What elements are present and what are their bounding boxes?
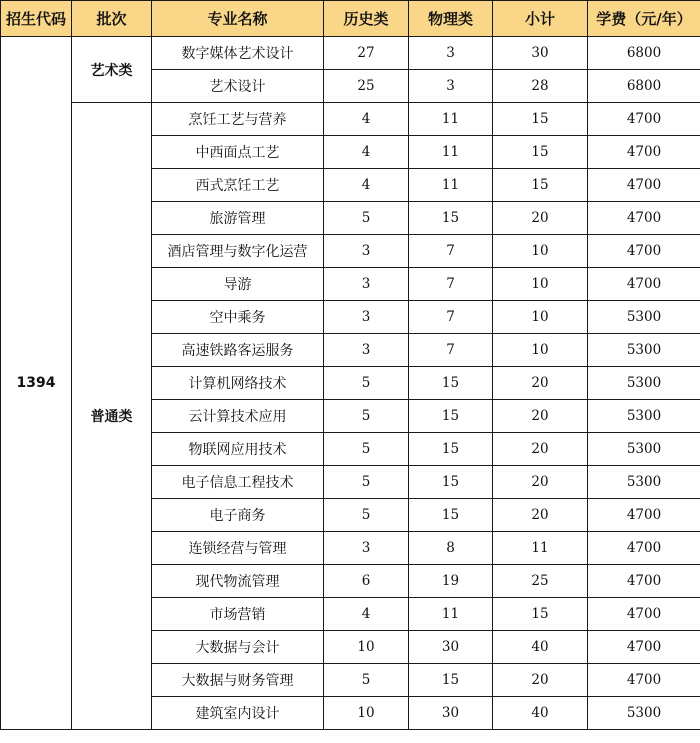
tuition: 4700: [588, 565, 700, 598]
history-count: 3: [324, 268, 409, 301]
subtotal: 20: [493, 499, 588, 532]
physics-count: 15: [409, 202, 493, 235]
history-count: 3: [324, 334, 409, 367]
major-name: 连锁经营与管理: [152, 532, 324, 565]
header-row: [1, 1, 700, 37]
physics-count: 11: [409, 103, 493, 136]
tuition: 4700: [588, 136, 700, 169]
table-row: [1, 37, 700, 70]
header-code: 招生代码: [1, 1, 72, 37]
header-subtotal: 小计: [493, 1, 588, 37]
physics-count: 7: [409, 235, 493, 268]
physics-count: 30: [409, 697, 493, 730]
physics-count: 30: [409, 631, 493, 664]
history-count: 5: [324, 400, 409, 433]
major-name: 云计算技术应用: [152, 400, 324, 433]
table-row: [1, 103, 700, 136]
major-name: 烹饪工艺与营养: [152, 103, 324, 136]
history-count: 5: [324, 202, 409, 235]
header-major: 专业名称: [152, 1, 324, 37]
history-count: 5: [324, 367, 409, 400]
physics-count: 7: [409, 301, 493, 334]
physics-count: 7: [409, 334, 493, 367]
subtotal: 20: [493, 202, 588, 235]
major-name: 大数据与财务管理: [152, 664, 324, 697]
tuition: 4700: [588, 235, 700, 268]
history-count: 5: [324, 499, 409, 532]
major-name: 西式烹饪工艺: [152, 169, 324, 202]
header-tuition: 学费（元/年）: [588, 1, 700, 37]
major-name: 市场营销: [152, 598, 324, 631]
major-name: 计算机网络技术: [152, 367, 324, 400]
tuition: 4700: [588, 169, 700, 202]
major-name: 酒店管理与数字化运营: [152, 235, 324, 268]
physics-count: 8: [409, 532, 493, 565]
subtotal: 10: [493, 235, 588, 268]
tuition: 5300: [588, 433, 700, 466]
physics-count: 15: [409, 433, 493, 466]
major-name: 物联网应用技术: [152, 433, 324, 466]
subtotal: 15: [493, 598, 588, 631]
major-name: 建筑室内设计: [152, 697, 324, 730]
history-count: 5: [324, 433, 409, 466]
major-name: 艺术设计: [152, 70, 324, 103]
subtotal: 11: [493, 532, 588, 565]
physics-count: 11: [409, 136, 493, 169]
header-physics: 物理类: [409, 1, 493, 37]
physics-count: 15: [409, 400, 493, 433]
subtotal: 25: [493, 565, 588, 598]
history-count: 5: [324, 664, 409, 697]
history-count: 4: [324, 169, 409, 202]
subtotal: 20: [493, 367, 588, 400]
physics-count: 15: [409, 499, 493, 532]
tuition: 4700: [588, 631, 700, 664]
history-count: 5: [324, 466, 409, 499]
subtotal: 20: [493, 664, 588, 697]
history-count: 4: [324, 103, 409, 136]
table-body: [1, 37, 700, 730]
tuition: 4700: [588, 202, 700, 235]
physics-count: 3: [409, 37, 493, 70]
history-count: 10: [324, 697, 409, 730]
major-name: 空中乘务: [152, 301, 324, 334]
batch-name: 普通类: [72, 103, 152, 730]
physics-count: 19: [409, 565, 493, 598]
tuition: 4700: [588, 664, 700, 697]
subtotal: 20: [493, 466, 588, 499]
subtotal: 40: [493, 697, 588, 730]
subtotal: 15: [493, 103, 588, 136]
history-count: 3: [324, 235, 409, 268]
batch-name: 艺术类: [72, 37, 152, 103]
physics-count: 15: [409, 367, 493, 400]
tuition: 4700: [588, 532, 700, 565]
enrollment-code: 1394: [1, 37, 72, 730]
major-name: 高速铁路客运服务: [152, 334, 324, 367]
history-count: 27: [324, 37, 409, 70]
subtotal: 15: [493, 169, 588, 202]
history-count: 3: [324, 532, 409, 565]
major-name: 大数据与会计: [152, 631, 324, 664]
tuition: 5300: [588, 697, 700, 730]
subtotal: 28: [493, 70, 588, 103]
subtotal: 40: [493, 631, 588, 664]
major-name: 电子信息工程技术: [152, 466, 324, 499]
tuition: 4700: [588, 499, 700, 532]
physics-count: 11: [409, 598, 493, 631]
subtotal: 20: [493, 400, 588, 433]
major-name: 数字媒体艺术设计: [152, 37, 324, 70]
physics-count: 3: [409, 70, 493, 103]
history-count: 6: [324, 565, 409, 598]
tuition: 6800: [588, 37, 700, 70]
major-name: 旅游管理: [152, 202, 324, 235]
history-count: 25: [324, 70, 409, 103]
header-batch: 批次: [72, 1, 152, 37]
header-history: 历史类: [324, 1, 409, 37]
history-count: 4: [324, 136, 409, 169]
tuition: 5300: [588, 466, 700, 499]
subtotal: 10: [493, 334, 588, 367]
tuition: 6800: [588, 70, 700, 103]
major-name: 电子商务: [152, 499, 324, 532]
history-count: 4: [324, 598, 409, 631]
history-count: 3: [324, 301, 409, 334]
major-name: 中西面点工艺: [152, 136, 324, 169]
tuition: 5300: [588, 334, 700, 367]
subtotal: 30: [493, 37, 588, 70]
major-name: 现代物流管理: [152, 565, 324, 598]
tuition: 4700: [588, 103, 700, 136]
tuition: 5300: [588, 400, 700, 433]
subtotal: 20: [493, 433, 588, 466]
tuition: 4700: [588, 268, 700, 301]
physics-count: 15: [409, 466, 493, 499]
subtotal: 10: [493, 268, 588, 301]
subtotal: 15: [493, 136, 588, 169]
physics-count: 15: [409, 664, 493, 697]
subtotal: 10: [493, 301, 588, 334]
tuition: 5300: [588, 301, 700, 334]
major-name: 导游: [152, 268, 324, 301]
history-count: 10: [324, 631, 409, 664]
physics-count: 11: [409, 169, 493, 202]
tuition: 5300: [588, 367, 700, 400]
tuition: 4700: [588, 598, 700, 631]
physics-count: 7: [409, 268, 493, 301]
